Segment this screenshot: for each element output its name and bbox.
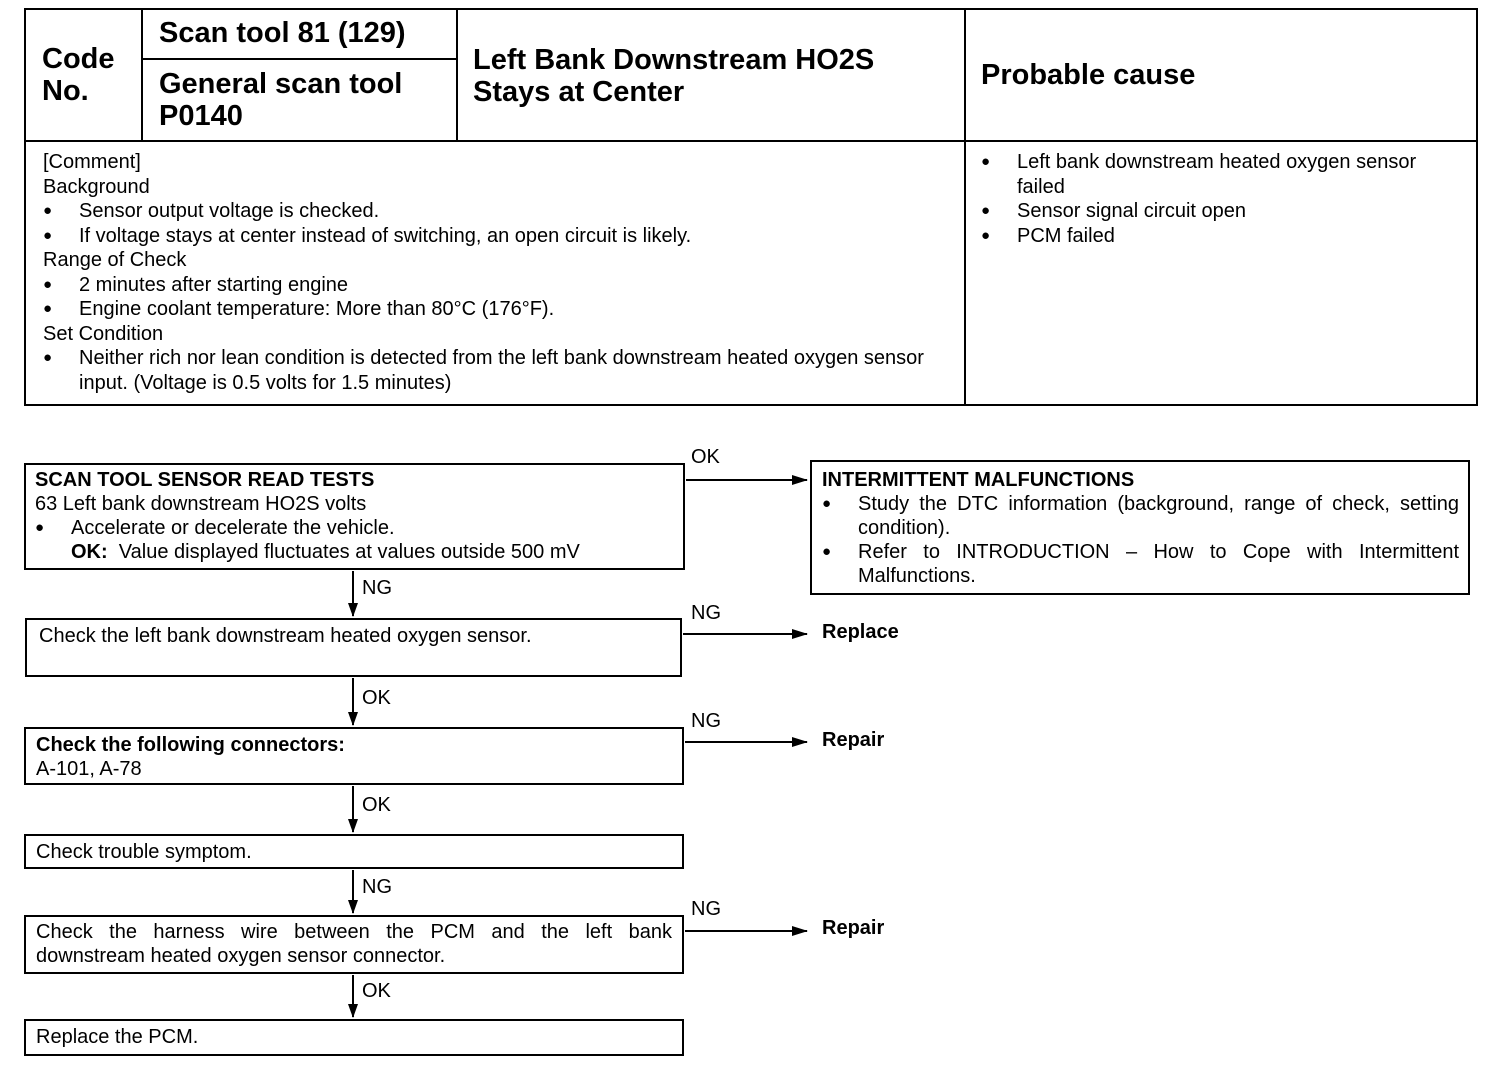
list-item: ● Study the DTC information (background, range of check, setting condition). bbox=[822, 492, 1459, 540]
list-item: ● Refer to INTRODUCTION – How to Cope with Intermittent Malfunctions. bbox=[822, 540, 1459, 588]
ok-criterion-text: Value displayed fluctuates at values outside 500 mV bbox=[118, 541, 580, 563]
branch-label-ok: OK bbox=[691, 446, 720, 468]
probable-cause-heading: Probable cause bbox=[981, 59, 1196, 91]
code-number-label: Code No. bbox=[42, 43, 115, 107]
comment-label: [Comment] bbox=[43, 151, 141, 173]
step-title: SCAN TOOL SENSOR READ TESTS bbox=[35, 469, 375, 491]
branch-label-ok: OK bbox=[362, 794, 391, 816]
result-repair: Repair bbox=[822, 917, 885, 939]
branch-label-ok: OK bbox=[362, 687, 391, 709]
general-scan-tool-code: General scan tool P0140 bbox=[159, 68, 403, 132]
set-condition-label: Set Condition bbox=[43, 322, 164, 345]
branch-label-ng: NG bbox=[691, 710, 721, 732]
ok-criterion-label: OK: bbox=[71, 541, 108, 563]
branch-label-ng: NG bbox=[691, 602, 721, 624]
list-item: ● Sensor output voltage is checked. bbox=[43, 199, 958, 224]
page-title: Left Bank Downstream HO2S Stays at Center bbox=[473, 44, 875, 108]
background-label: Background bbox=[43, 175, 150, 198]
list-item: ● Neither rich nor lean condition is detected from the left bank downstream heated oxygen sensor input. (Voltage is 0.5 volts for 1.5 minutes) bbox=[43, 346, 958, 395]
step-text: Check the harness wire between the PCM and the left bank downstream heated oxygen sensor connector. bbox=[36, 921, 672, 967]
step-text: Check the left bank downstream heated oxygen sensor. bbox=[39, 625, 532, 647]
range-of-check-label: Range of Check bbox=[43, 249, 187, 271]
branch-label-ng: NG bbox=[362, 577, 392, 599]
scan-tool-code: Scan tool 81 (129) bbox=[159, 17, 406, 49]
step-bullet: ● Accelerate or decelerate the vehicle. bbox=[35, 516, 675, 540]
step-title: INTERMITTENT MALFUNCTIONS bbox=[822, 469, 1135, 491]
result-replace: Replace bbox=[822, 621, 899, 643]
list-item: ● Left bank downstream heated oxygen sensor failed bbox=[981, 150, 1466, 199]
branch-label-ng: NG bbox=[691, 898, 721, 920]
list-item: ● 2 minutes after starting engine bbox=[43, 273, 958, 298]
list-item: ● If voltage stays at center instead of switching, an open circuit is likely. bbox=[43, 224, 958, 249]
branch-label-ng: NG bbox=[362, 876, 392, 898]
step-text: Check trouble symptom. bbox=[36, 841, 252, 863]
branch-label-ok: OK bbox=[362, 980, 391, 1002]
step-text: Replace the PCM. bbox=[36, 1026, 199, 1048]
step-line: A-101, A-78 bbox=[36, 758, 142, 780]
result-repair: Repair bbox=[822, 729, 885, 751]
list-item: ● Sensor signal circuit open bbox=[981, 199, 1466, 224]
step-line: 63 Left bank downstream HO2S volts bbox=[35, 493, 367, 515]
list-item: ● PCM failed bbox=[981, 224, 1466, 249]
step-title: Check the following connectors: bbox=[36, 734, 345, 756]
list-item: ● Engine coolant temperature: More than 80°C (176°F). bbox=[43, 297, 958, 322]
